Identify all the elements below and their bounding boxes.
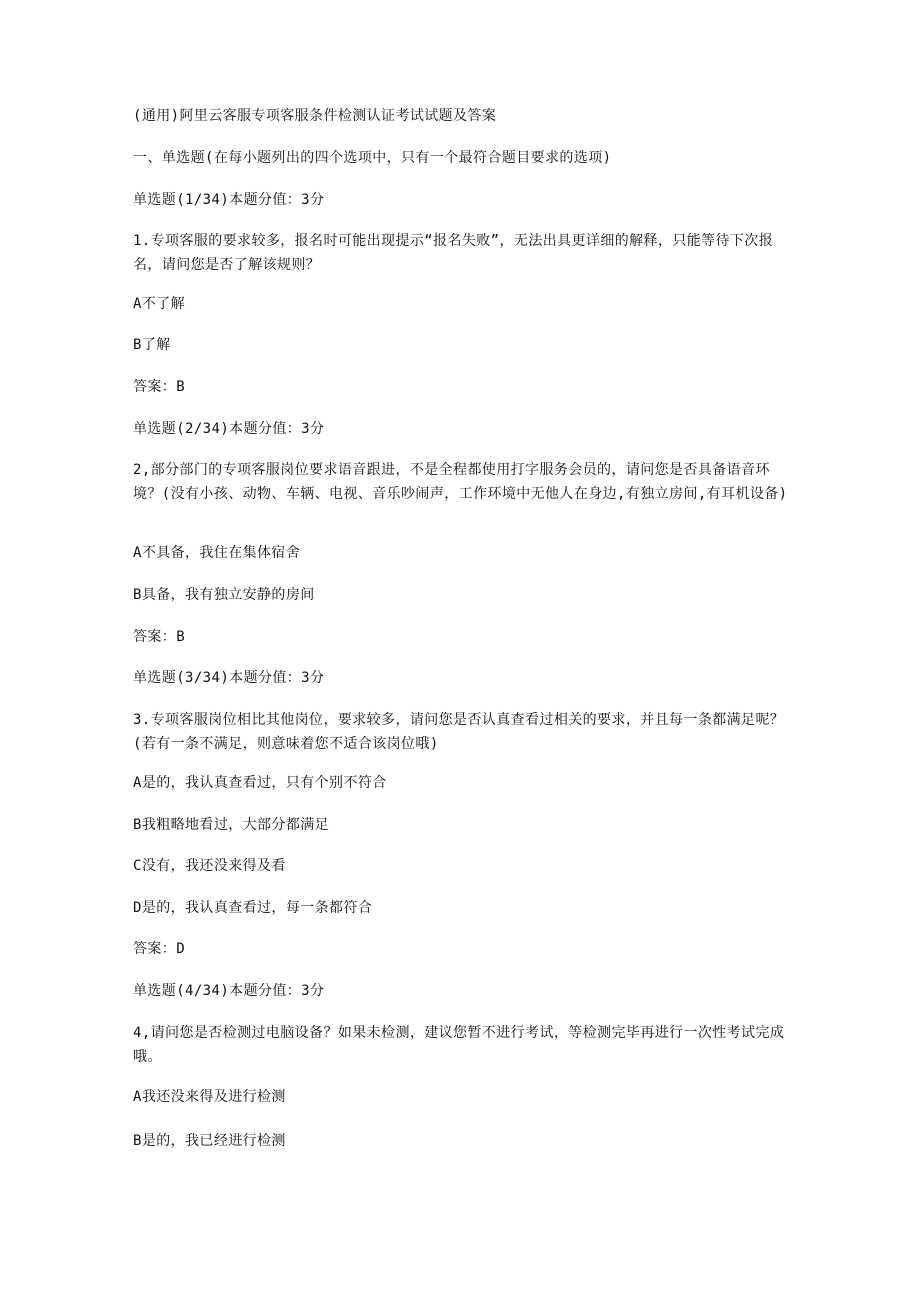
option-item: B了解 [133, 337, 171, 353]
question-header: 单选题(3/34)本题分值：3分 [133, 670, 325, 686]
option-item: A不了解 [133, 296, 186, 312]
option-item: D是的，我认真查看过，每一条都符合 [133, 900, 373, 916]
option-item: A我还没来得及进行检测 [133, 1089, 286, 1105]
question-text: 1.专项客服的要求较多，报名时可能出现提示“报名失败”，无法出具更详细的解释，只能等待下次报名，请问您是否了解该规则？ [133, 233, 774, 273]
option-item: A是的，我认真查看过，只有个别不符合 [133, 775, 387, 791]
option-item: A不具备，我住在集体宿舍 [133, 545, 301, 561]
question-text: 4,请问您是否检测过电脑设备？如果未检测，建议您暂不进行考试，等检测完毕再进行一次性考试完成哦。 [133, 1025, 785, 1065]
question-header: 单选题(2/34)本题分值：3分 [133, 421, 325, 437]
section-heading: 一、单选题(在每小题列出的四个选项中，只有一个最符合题目要求的选项) [133, 150, 612, 166]
question-header: 单选题(4/34)本题分值：3分 [133, 983, 325, 999]
answer-line: 答案：D [133, 941, 186, 957]
answer-line: 答案：B [133, 379, 186, 395]
option-item: C没有，我还没来得及看 [133, 858, 286, 874]
question-text: 3.专项客服岗位相比其他岗位，要求较多，请问您是否认真查看过相关的要求，并且每一条都满足呢？(若有一条不满足，则意味着您不适合该岗位哦) [133, 712, 785, 752]
option-item: B具备，我有独立安静的房间 [133, 587, 315, 603]
question-text: 2,部分部门的专项客服岗位要求语音跟进，不是全程都使用打字服务会员的，请问您是否具备语音环境？(没有小孩、动物、车辆、电视、音乐吵闹声，工作环境中无他人在身边,有独立房间,有耳机设备) [133, 462, 788, 502]
question-header: 单选题(1/34)本题分值：3分 [133, 192, 325, 208]
document-title: (通用)阿里云客服专项客服条件检测认证考试试题及答案 [133, 108, 497, 124]
answer-line: 答案：B [133, 629, 186, 645]
option-item: B我粗略地看过，大部分都满足 [133, 817, 330, 833]
option-item: B是的，我已经进行检测 [133, 1133, 286, 1149]
